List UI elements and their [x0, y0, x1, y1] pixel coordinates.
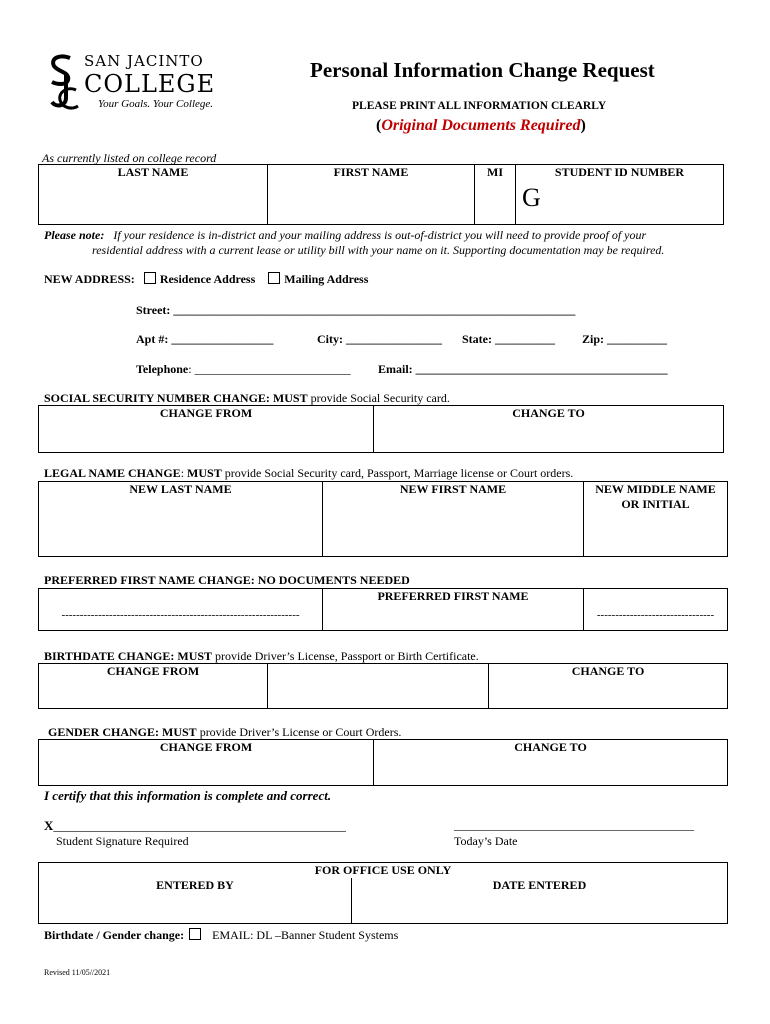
gender-from-field[interactable] [39, 755, 374, 785]
signature-line[interactable]: X_____________________________________________ [44, 818, 346, 833]
note-label: Please note: [44, 228, 105, 242]
ssn-section-title: SOCIAL SECURITY NUMBER CHANGE: MUST provide Social Security card. [44, 391, 450, 405]
date-line[interactable]: ________________________________________ [454, 818, 694, 832]
page-title: Personal Information Change Request [310, 58, 655, 82]
gender-to-field[interactable] [374, 755, 728, 785]
mi-field[interactable] [475, 180, 516, 224]
apt-field[interactable]: Apt #: _________________ [136, 332, 274, 346]
city-field[interactable]: City: ________________ [317, 332, 442, 346]
new-address-label: NEW ADDRESS: [44, 272, 135, 286]
email-field[interactable]: Email: __________________________________________ [378, 362, 668, 376]
documents-required-note: (Original Documents Required) [376, 117, 586, 134]
col-mi: MI [475, 165, 516, 181]
office-use-title: FOR OFFICE USE ONLY [39, 863, 728, 879]
gender-table [38, 739, 728, 786]
zip-field[interactable]: Zip: __________ [582, 332, 668, 346]
birthdate-to-field[interactable] [489, 679, 728, 708]
new-last-name-field[interactable] [39, 512, 323, 556]
ssn-col-to: CHANGE TO [374, 406, 724, 422]
ssn-from-field[interactable] [39, 421, 374, 452]
birthdate-section-title: BIRTHDATE CHANGE: MUST provide Driver’s License, Passport or Birth Certificate. [44, 649, 479, 663]
ssn-to-field[interactable] [374, 421, 724, 452]
new-middle-name-field[interactable] [584, 512, 728, 556]
signature-label: Student Signature Required [56, 834, 189, 848]
col-student-id: STUDENT ID NUMBER [516, 165, 724, 181]
certify-statement: I certify that this information is complete and correct. [44, 788, 332, 803]
office-bd-gender-row: Birthdate / Gender change: EMAIL: DL –Banner Student Systems [44, 928, 399, 942]
signature-x-mark: X [44, 818, 54, 833]
current-record-caption: As currently listed on college record [42, 151, 217, 165]
preferred-section-title: PREFERRED FIRST NAME CHANGE: NO DOCUMENTS NEEDED [44, 573, 410, 587]
student-id-prefix: G [522, 183, 541, 212]
college-logo [46, 52, 226, 114]
preferred-right-cell: -------------------------------- [584, 589, 728, 631]
mailing-checkbox[interactable] [268, 272, 280, 284]
gender-col-to: CHANGE TO [374, 740, 728, 756]
last-name-field[interactable] [39, 180, 268, 224]
telephone-field[interactable]: Telephone: __________________________ [136, 362, 351, 376]
legal-col-first: NEW FIRST NAME [323, 482, 584, 513]
legal-col-middle: NEW MIDDLE NAME OR INITIAL [584, 482, 728, 513]
date-entered-field[interactable] [352, 893, 728, 923]
bd-gender-checkbox[interactable] [189, 928, 201, 940]
current-record-table [38, 164, 724, 225]
legal-name-section-title: LEGAL NAME CHANGE: MUST provide Social Security card, Passport, Marriage license or Court orders. [44, 466, 574, 480]
student-id-field[interactable] [516, 180, 724, 224]
revised-date: Revised 11/05//2021 [44, 968, 111, 977]
state-field[interactable]: State: __________ [462, 332, 555, 346]
birthdate-col-from: CHANGE FROM [39, 664, 268, 680]
new-address-row: NEW ADDRESS: Residence Address Mailing Address [44, 272, 369, 286]
logo-line1: SAN JACINTO [84, 52, 204, 70]
residence-note-line2: residential address with a current lease or utility bill with your name on it. Supporting documentation may be required. [92, 243, 665, 257]
page-subtitle: PLEASE PRINT ALL INFORMATION CLEARLY [352, 100, 607, 112]
gender-section-title: GENDER CHANGE: MUST provide Driver’s License or Court Orders. [48, 725, 402, 739]
entered-by-field[interactable] [39, 893, 352, 923]
legal-name-table [38, 481, 728, 557]
date-label: Today’s Date [454, 834, 518, 848]
birthdate-col-to: CHANGE TO [489, 664, 728, 680]
residence-note: Please note: If your residence is in-district and your mailing address is out-of-district you will need to provide proof of your [44, 228, 647, 242]
preferred-col-label: PREFERRED FIRST NAME [377, 589, 529, 603]
office-use-table [38, 862, 728, 924]
office-col-entered: ENTERED BY [39, 878, 352, 893]
sjc-monogram-icon [46, 52, 80, 112]
col-first-name: FIRST NAME [268, 165, 475, 181]
office-col-date: DATE ENTERED [352, 878, 728, 893]
ssn-table [38, 405, 724, 453]
first-name-field[interactable] [268, 180, 475, 224]
preferred-name-table [38, 588, 728, 631]
birthdate-from-field[interactable] [39, 679, 268, 708]
residence-checkbox[interactable] [144, 272, 156, 284]
logo-line2: COLLEGE [84, 70, 216, 98]
new-first-name-field[interactable] [323, 512, 584, 556]
gender-col-from: CHANGE FROM [39, 740, 374, 756]
col-last-name: LAST NAME [39, 165, 268, 181]
preferred-name-field[interactable] [323, 589, 584, 631]
legal-col-last: NEW LAST NAME [39, 482, 323, 513]
documents-required-text: Original Documents Required [381, 117, 581, 134]
logo-tagline: Your Goals. Your College. [98, 98, 214, 110]
birthdate-middle-field[interactable] [268, 679, 489, 708]
street-field[interactable]: Street: ___________________________________________________________________ [136, 303, 576, 317]
preferred-left-cell: ----------------------------------------------------------------- [39, 589, 323, 631]
ssn-col-from: CHANGE FROM [39, 406, 374, 422]
birthdate-table [38, 663, 728, 709]
